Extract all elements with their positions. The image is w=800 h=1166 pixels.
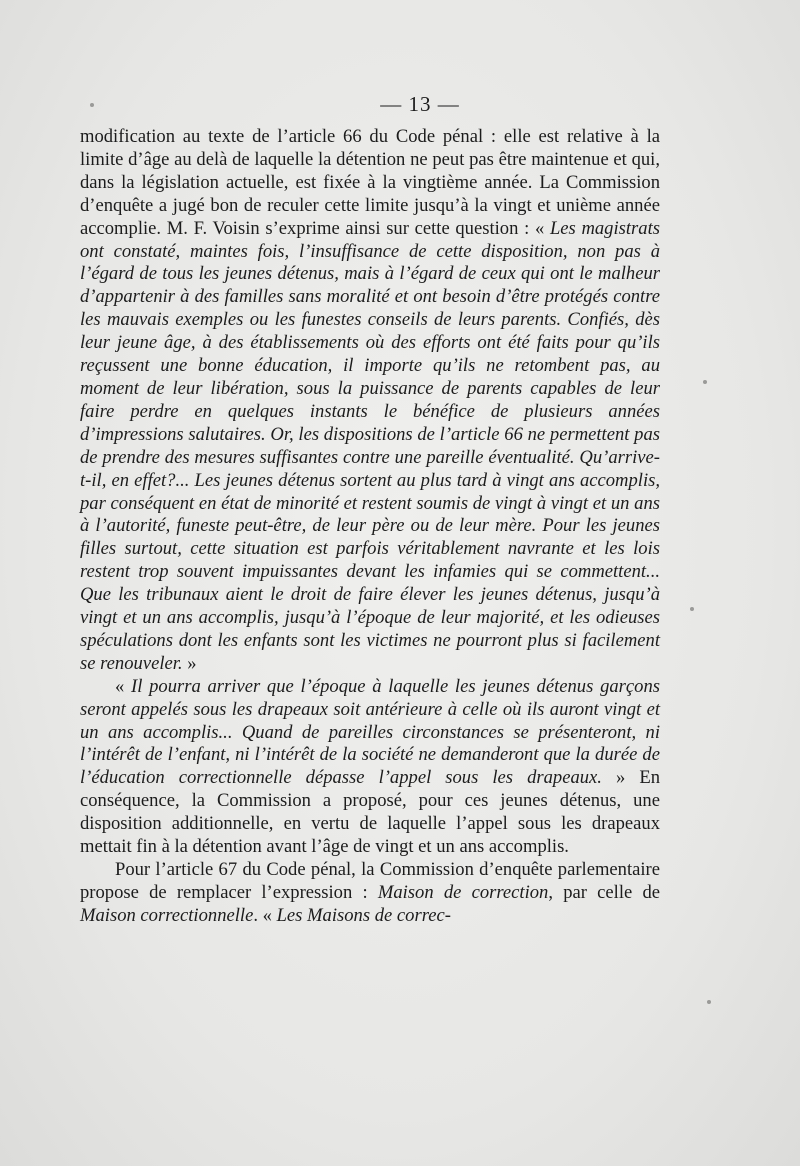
paper-speck <box>707 1000 711 1004</box>
quotation: Les Maisons de correc- <box>276 904 451 926</box>
quotation: Les magistrats ont constaté, maintes fois, l’insuffisance de cette disposition, non pas à l’égard de tous les jeunes détenus, mais à l’égard de ceux qui ont le malheur d’appartenir à des familles sans moralité et ont besoin d’être protégés contre les mauvais exemples ou les funestes conseils de leurs parents. Confiés, dès leur jeune âge, à des établissements où des efforts ont été faits pour qu’ils reçussent une bonne éducation, il importe qu’ils ne retombent pas, au moment de leur libération, sous la puissance de parents capables de leur faire perdre en quelques instants le bénéfice de plusieurs années d’impressions salutaires. Or, les dispositions de l’article 66 ne permettent pas de prendre des mesures suffisantes contre une pareille éventualité. Qu’arrive-t-il, en effet?... Les jeunes détenus sortent au plus tard à vingt ans accomplis, par conséquent en état de minorité et restent soumis de vingt à vingt et un ans à l’autorité, funeste peut-être, de leur père ou de leur mère. Pour les jeunes filles surtout, cette situation est parfois véritablement navrante et les lois restent trop souvent impuissantes devant les infamies qui se commettent... Que les tribunaux aient le droit de faire élever les jeunes détenus, jusqu’à vingt et un ans accomplis, jusqu’à l’époque de leur majorité, et les odieuses spéculations dont les enfants sont les victimes ne pourront plus si facilement se renouveler. <box>80 217 660 674</box>
paragraph <box>80 676 660 859</box>
quotation: Il pourra arriver que l’époque à laquelle les jeunes détenus garçons seront appelés sous les drapeaux soit antérieure à celle où ils auront vingt et un ans accomplis... Quand de pareilles circonstances se présenteront, ni l’intérêt de l’enfant, ni l’intérêt de la société ne demanderont que la durée de l’éducation correctionnelle dépasse l’appel sous les drapeaux. <box>80 675 660 789</box>
text-run: , par celle de <box>548 881 660 903</box>
opening-quote: « <box>115 675 132 697</box>
closing-quote: » <box>182 652 197 674</box>
paper-speck <box>690 607 694 611</box>
paragraph <box>80 126 660 676</box>
text-run: » En conséquence, la Commission a proposé, pour ces jeunes détenus, une disposition additionnelle, en vertu de laquelle l’appel sous les drapeaux mettait fin à la détention avant l’âge de vingt et un ans accomplis. <box>80 767 660 858</box>
page-number: — 13 — <box>380 92 460 116</box>
paper-speck <box>703 380 707 384</box>
text-run: Pour l’article 67 du Code pénal, la Commission d’enquête parlementaire propose de remplacer l’expression : <box>80 859 660 903</box>
body-text <box>80 126 660 928</box>
italic-term: Maison de correction <box>377 881 549 903</box>
italic-term: Maison correctionnelle <box>80 904 254 926</box>
text-run: . « <box>253 904 277 926</box>
text-run: modification au texte de l’article 66 du Code pénal : elle est relative à la limite d’âge au delà de laquelle la détention ne peut pas être maintenue et qui, dans la législation actuelle, est fixée à la vingtième année. La Commission d’enquête a jugé bon de reculer cette limite jusqu’à la vingt et unième année accomplie. M. F. Voisin s’exprime ainsi sur cette question : « <box>80 126 660 239</box>
paragraph <box>80 859 660 928</box>
